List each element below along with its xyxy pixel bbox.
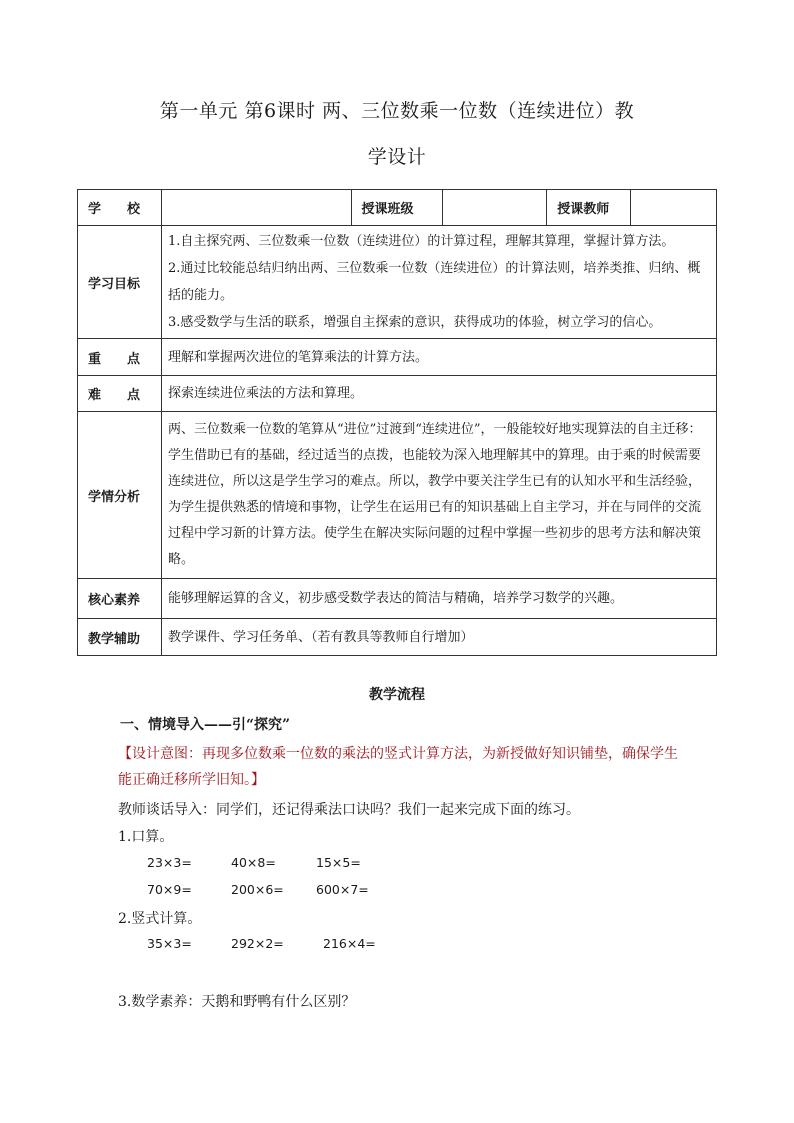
lesson-info-table — [77, 189, 717, 656]
class-label: 授课班级 — [351, 190, 443, 226]
key-label: 重 点 — [78, 339, 162, 376]
analysis-label: 学情分析 — [78, 412, 162, 579]
literacy-label: 核心素养 — [78, 579, 162, 619]
difficulty-point: 探索连续进位乘法的方法和算理。 — [161, 376, 716, 412]
table-row — [78, 339, 717, 376]
design-intent: 【设计意图：再现多位数乘一位数的乘法的竖式计算方法，为新授做好知识铺垫，确保学生能正确迁移所学旧知。】 — [118, 746, 678, 788]
flow-title: 教学流程 — [369, 687, 425, 703]
section1-heading: 一、情境导入——引“探究” — [120, 717, 291, 733]
teacher-intro: 教师谈话导入：同学们，还记得乘法口诀吗？我们一起来完成下面的练习。 — [118, 802, 580, 818]
teacher-label: 授课教师 — [547, 190, 631, 226]
goals-cell — [161, 226, 716, 339]
aids-label: 教学辅助 — [78, 619, 162, 656]
goal-item: 2.通过比较能总结归纳出两、三位数乘一位数（连续进位）的计算法则，培养类推、归纳、概括的能力。 — [167, 261, 701, 303]
item3-literacy-question: 3.数学素养：天鹅和野鸭有什么区别？ — [118, 994, 356, 1010]
school-value-cell — [161, 190, 351, 226]
table-row — [78, 412, 717, 579]
document-title-line2: 学设计 — [367, 146, 427, 168]
oral-problem: 40×8= — [231, 855, 276, 870]
goals-label: 学习目标 — [78, 226, 162, 339]
table-row — [78, 376, 717, 412]
table-row — [78, 226, 717, 339]
vertical-problem: 216×4= — [323, 936, 376, 951]
item1-oral-calc: 1.口算。 — [118, 829, 174, 845]
aids-text: 教学课件、学习任务单、（若有教具等教师自行增加） — [161, 619, 716, 656]
document-title-line1: 第一单元 第6课时 两、三位数乘一位数（连续进位）教 — [159, 100, 635, 122]
oral-problem: 600×7= — [316, 882, 369, 897]
table-row — [78, 190, 717, 226]
analysis-text: 两、三位数乘一位数的笔算从“进位”过渡到“连续进位”，一般能较好地实现算法的自主迁移：学生借助已有的基础，经过适当的点拨，也能较为深入地理解其中的算理。由于乘的时候需要连续进位，所以这是学生学习的难点。所以，教学中要关注学生已有的认知水平和生活经验，为学生提供熟悉的情境和事物，让学生在运用已有的知识基础上自主学习，并在与同伴的交流过程中学习新的计算方法。使学生在解决实际问题的过程中掌握一些初步的思考方法和解决策略。 — [161, 412, 716, 579]
school-label: 学 校 — [78, 190, 162, 226]
goal-item: 3.感受数学与生活的联系，增强自主探索的意识，获得成功的体验，树立学习的信心。 — [167, 315, 662, 330]
vertical-problem: 292×2= — [231, 936, 284, 951]
difficulty-label: 难 点 — [78, 376, 162, 412]
oral-problem: 15×5= — [316, 855, 361, 870]
literacy-text: 能够理解运算的含义，初步感受数学表达的简洁与精确，培养学习数学的兴趣。 — [161, 579, 716, 619]
vertical-problem: 35×3= — [147, 936, 192, 951]
table-row — [78, 579, 717, 619]
oral-problem: 70×9= — [147, 882, 192, 897]
teacher-value-cell — [631, 190, 717, 226]
goal-item: 1.自主探究两、三位数乘一位数（连续进位）的计算过程，理解其算理，掌握计算方法。 — [167, 234, 675, 249]
table-row — [78, 619, 717, 656]
item2-vertical-calc: 2.竖式计算。 — [118, 911, 202, 927]
oral-problem: 200×6= — [231, 882, 284, 897]
key-point: 理解和掌握两次进位的笔算乘法的计算方法。 — [161, 339, 716, 376]
class-value-cell — [443, 190, 547, 226]
oral-problem: 23×3= — [147, 855, 192, 870]
